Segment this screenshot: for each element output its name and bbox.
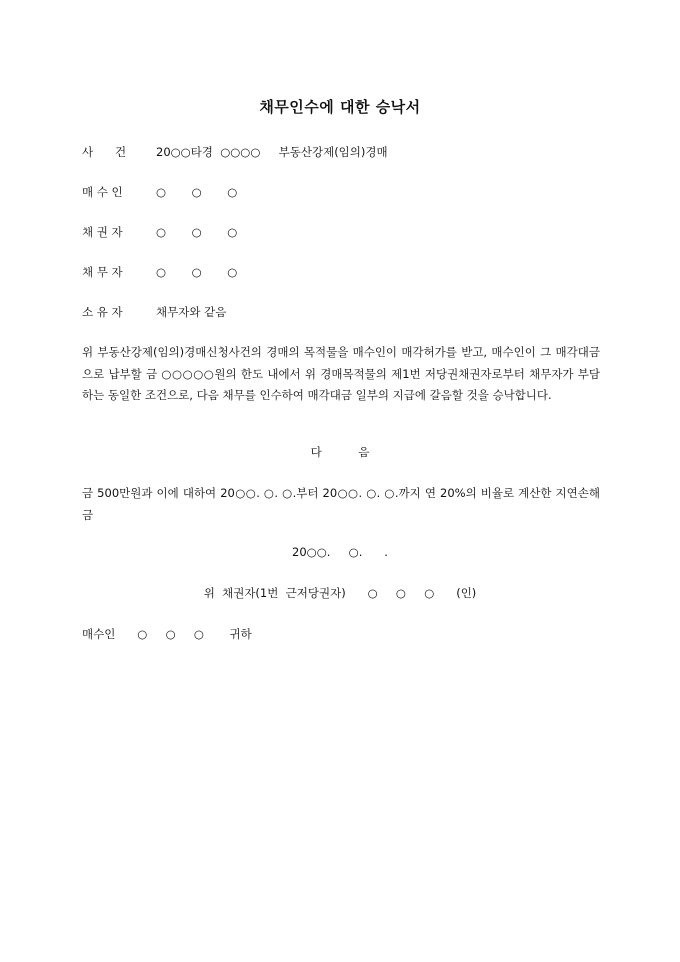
section-heading: 다 음 <box>310 445 370 459</box>
field-label: 매 수 인 <box>82 185 123 199</box>
field-value: ○ ○ ○ <box>156 265 238 279</box>
field-label: 사 건 <box>82 145 127 159</box>
addressee-line: 매수인 ○ ○ ○ 귀하 <box>82 627 252 641</box>
creditor-signature-line: 위 채권자(1번 근저당권자) ○ ○ ○ (인) <box>203 586 477 600</box>
field-label: 소 유 자 <box>82 305 123 319</box>
interest-paragraph: 금 500만원과 이에 대하여 20○○. ○. ○.부터 20○○. ○. ○.까지 연 20%의 비율로 계산한 지연손해금 <box>82 486 600 522</box>
field-label: 채 무 자 <box>82 265 123 279</box>
document-title: 채무인수에 대한 승낙서 <box>259 98 421 116</box>
main-paragraph: 위 부동산강제(임의)경매신청사건의 경매의 목적물을 매수인이 매각허가를 받고, 매수인이 그 매각대금으로 납부할 금 ○○○○○원의 한도 내에서 위 경매목적물의 제1번 저당권채권자로부터 채무자가 부담하는 동일한 조건으로, 다음 채무를 인수하여 매각대금 일부의 지급에 갈음할 것을 승낙합니다. <box>82 345 600 402</box>
field-value: ○ ○ ○ <box>156 225 238 239</box>
field-value: ○ ○ ○ <box>156 185 238 199</box>
field-value: 20○○타경 ○○○○ 부동산강제(임의)경매 <box>156 145 388 159</box>
field-value: 채무자와 같음 <box>156 305 227 319</box>
field-label: 채 권 자 <box>82 225 123 239</box>
date-line: 20○○. ○. . <box>292 545 388 559</box>
